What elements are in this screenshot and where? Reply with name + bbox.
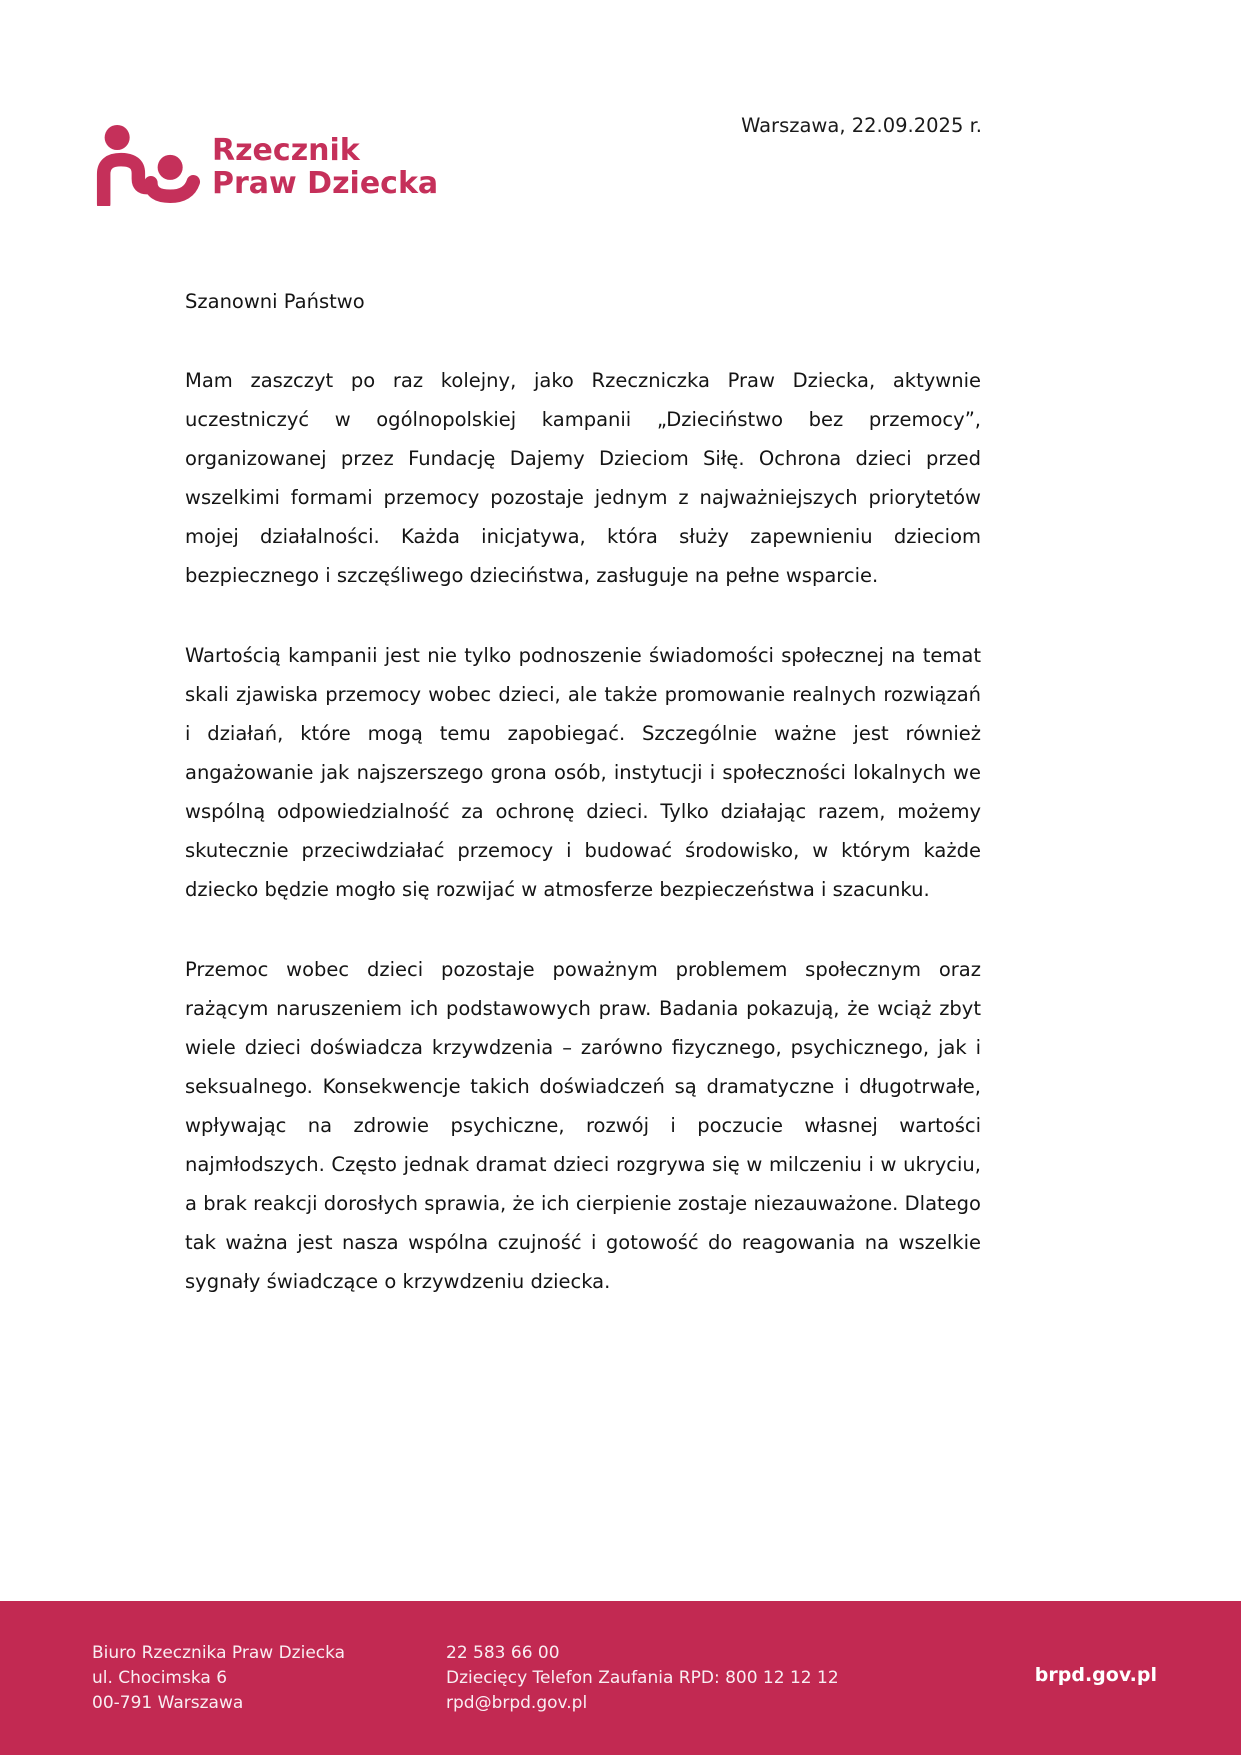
letter-paragraph-2: Wartością kampanii jest nie tylko podnoszenie świadomości społecznej na temat skali zjawiska przemocy wobec dzieci, ale także promowanie realnych rozwiązań i działań, które mogą temu zapobiegać. Szczególnie ważne jest również angażowanie jak najszerszego grona osób, instytucji i społeczności lokalnych we wspólną odpowiedzialność za ochronę dzieci. Tylko działając razem, możemy skutecznie przeciwdziałać przemocy i budować środowisko, w którym każde dziecko będzie mogło się rozwijać w atmosferze bezpieczeństwa i szacunku. — [185, 644, 981, 901]
adult-child-icon — [95, 122, 201, 206]
letter-paragraph-3: Przemoc wobec dzieci pozostaje poważnym problemem społecznym oraz rażącym naruszeniem ich podstawowych praw. Badania pokazują, że wciąż zbyt wiele dzieci doświadcza krzywdzenia – zarówno fizycznego, psychicznego, jak i seksualnego. Konsekwencje takich doświadczeń są dramatyczne i długotrwałe, wpływając na zdrowie psychiczne, rozwój i poczucie własnej wartości najmłodszych. Często jednak dramat dzieci rozgrywa się w milczeniu i w ukryciu, a brak reakcji dorosłych sprawia, że ich cierpienie zostaje niezauważone. Dlatego tak ważna jest nasza wspólna czujność i gotowość do reagowania na wszelkie sygnały świadczące o krzywdzeniu dziecka. — [185, 958, 981, 1293]
logo-wordmark-line2: Praw Dziecka — [212, 166, 439, 201]
footer-address-line2: ul. Chocimska 6 — [92, 1668, 228, 1688]
footer-phone: 22 583 66 00 — [446, 1643, 560, 1663]
date-line: Warszawa, 22.09.2025 r. — [741, 114, 982, 137]
footer-helpline: Dziecięcy Telefon Zaufania RPD: 800 12 12 12 — [446, 1668, 839, 1688]
footer-website: brpd.gov.pl — [1034, 1664, 1157, 1686]
footer-email: rpd@brpd.gov.pl — [446, 1693, 588, 1713]
letter-body — [185, 282, 981, 1301]
logo-wordmark-line1: Rzecznik — [212, 133, 360, 168]
logo-wordmark — [212, 134, 438, 200]
footer-contact — [446, 1641, 839, 1716]
footer-address-line3: 00-791 Warszawa — [92, 1693, 244, 1713]
footer-address-line1: Biuro Rzecznika Praw Dziecka — [92, 1643, 346, 1663]
footer-address — [92, 1641, 345, 1716]
letter-paragraph-1: Mam zaszczyt po raz kolejny, jako Rzeczniczka Praw Dziecka, aktywnie uczestniczyć w ogólnopolskiej kampanii „Dzieciństwo bez przemocy”, organizowanej przez Fundację Dajemy Dzieciom Siłę. Ochrona dzieci przed wszelkimi formami przemocy pozostaje jednym z najważniejszych priorytetów mojej działalności. Każda inicjatywa, która służy zapewnieniu dzieciom bezpiecznego i szczęśliwego dzieciństwa, zasługuje na pełne wsparcie. — [185, 369, 981, 587]
footer-bar — [0, 1601, 1241, 1755]
salutation: Szanowni Państwo — [185, 290, 365, 313]
